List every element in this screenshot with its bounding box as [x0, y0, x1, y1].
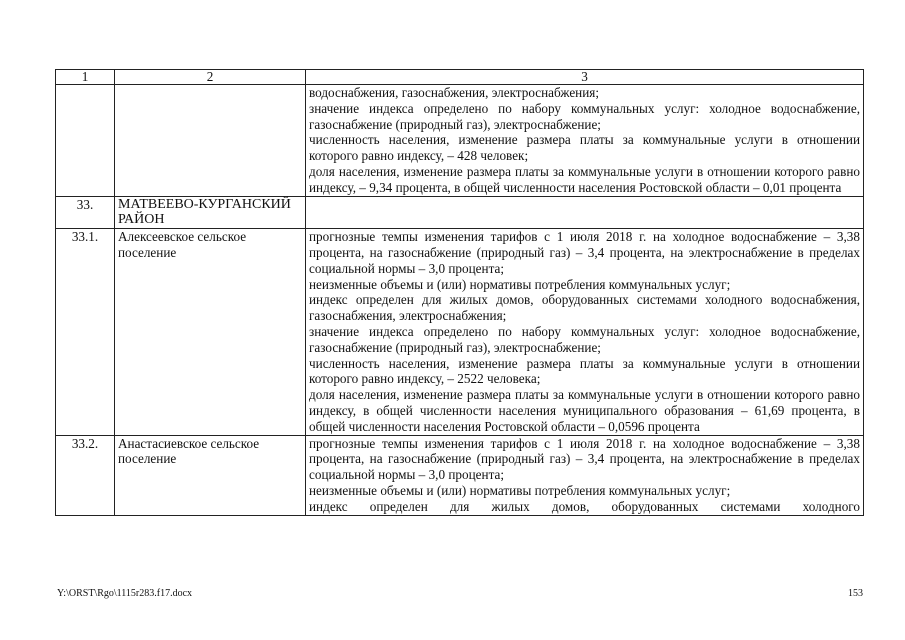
document-table	[55, 69, 864, 516]
description-line: значение индекса определено по набору коммунальных услуг: холодное водоснабжение, газоснабжение (природный газ), электроснабжение;	[309, 323, 860, 355]
row-description	[306, 229, 864, 435]
table-row	[56, 196, 864, 229]
footer-file-path: Y:\ORST\Rgo\1115r283.f17.docx	[57, 588, 193, 599]
row-number: 33.2.	[56, 435, 115, 515]
description-line: численность населения, изменение размера платы за коммунальные услуги в отношении которого равно индексу, – 2522 человека;	[309, 355, 860, 387]
description-line: индекс определен для жилых домов, оборудованных системами холодного водоснабжения, газоснабжения, электроснабжения;	[309, 292, 860, 324]
description-line: прогнозные темпы изменения тарифов с 1 июля 2018 г. на холодное водоснабжение – 3,38 процента, на газоснабжение (природный газ) – 3,4 процента, на электроснабжение в пределах социальной нормы – 3,0 процента;	[309, 229, 860, 276]
table-row	[56, 229, 864, 435]
row-name: Анастасиевское сельское поселение	[115, 435, 306, 515]
row-description	[306, 196, 864, 229]
description-line: водоснабжения, газоснабжения, электроснабжения;	[309, 85, 600, 100]
header-col-3: 3	[306, 70, 864, 85]
row-description	[306, 435, 864, 515]
row-number	[56, 85, 115, 197]
description-line: индекс определен для жилых домов, оборудованных системами холодного	[309, 498, 860, 514]
row-name: Алексеевское сельское поселение	[115, 229, 306, 435]
header-col-1: 1	[56, 70, 115, 85]
header-col-2: 2	[115, 70, 306, 85]
table-header-row	[56, 70, 864, 85]
description-line: доля населения, изменение размера платы за коммунальные услуги в отношении которого равно индексу, в общей численности населения муниципального образования – 61,69 процента, в общей численности населения Ростовской области – 0,0596 процента	[309, 387, 860, 434]
row-number: 33.	[56, 196, 115, 229]
description-line: неизменные объемы и (или) нормативы потребления коммунальных услуг;	[309, 276, 731, 292]
row-description	[306, 85, 864, 197]
description-line: прогнозные темпы изменения тарифов с 1 июля 2018 г. на холодное водоснабжение – 3,38 процента, на газоснабжение (природный газ) – 3,4 процента, на электроснабжение в пределах социальной нормы – 3,0 процента;	[309, 435, 860, 483]
table-row	[56, 85, 864, 197]
description-line: численность населения, изменение размера платы за коммунальные услуги в отношении которого равно индексу, – 428 человек;	[309, 132, 860, 164]
table-row	[56, 435, 864, 515]
description-line: доля населения, изменение размера платы за коммунальные услуги в отношении которого равно индексу, – 9,34 процента, в общей численности населения Ростовской области – 0,01 процента	[309, 163, 860, 195]
row-name	[115, 85, 306, 197]
footer-page-number: 153	[848, 588, 863, 599]
row-number: 33.1.	[56, 229, 115, 435]
description-line: значение индекса определено по набору коммунальных услуг: холодное водоснабжение, газоснабжение (природный газ), электроснабжение;	[309, 100, 860, 132]
row-name: МАТВЕЕВО-КУРГАНСКИЙ РАЙОН	[115, 196, 306, 229]
description-line: неизменные объемы и (или) нормативы потребления коммунальных услуг;	[309, 482, 731, 498]
